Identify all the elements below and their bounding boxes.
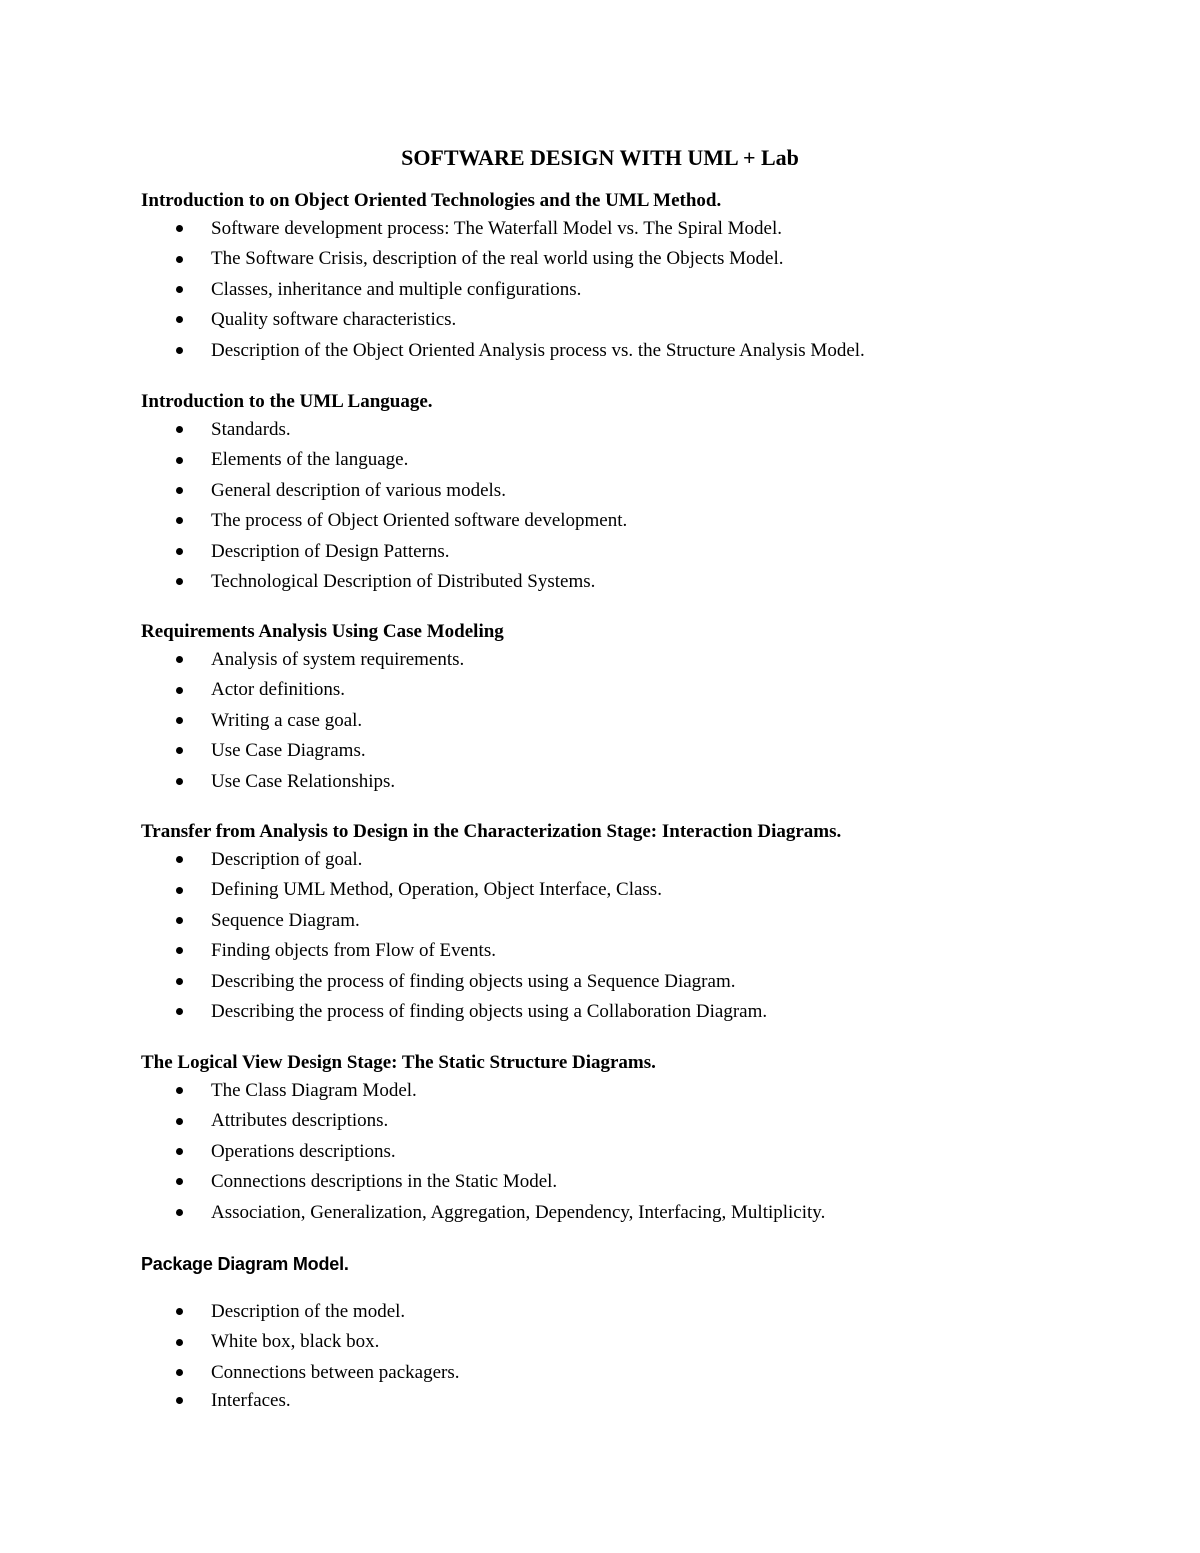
bullet-icon (176, 1148, 183, 1155)
list-item (141, 767, 1141, 797)
list-item-text: Association, Generalization, Aggregation, Dependency, Interfacing, Multiplicity. (211, 1201, 826, 1223)
section-interaction-diagrams (141, 819, 1141, 1027)
bullet-list (141, 214, 1141, 366)
bullet-icon (176, 1118, 183, 1125)
list-item-text: Describing the process of finding objects using a Collaboration Diagram. (211, 1000, 768, 1022)
section-heading: Requirements Analysis Using Case Modeling (141, 621, 504, 642)
bullet-icon (176, 1397, 183, 1404)
list-item (141, 1327, 1141, 1357)
list-item (141, 275, 1141, 305)
list-item (141, 1137, 1141, 1167)
list-item-text: The Class Diagram Model. (211, 1080, 417, 1101)
section-requirements-analysis (141, 619, 1141, 797)
list-item (141, 1167, 1141, 1197)
bullet-icon (176, 917, 183, 924)
list-item-text: Use Case Relationships. (211, 770, 396, 792)
list-item (141, 645, 1141, 675)
list-item-text: Operations descriptions. (211, 1140, 396, 1162)
bullet-icon (176, 778, 183, 785)
bullet-list (141, 1297, 1141, 1414)
list-item-text: Sequence Diagram. (211, 909, 360, 931)
bullet-icon (176, 687, 183, 694)
list-item-text: Description of the model. (211, 1301, 406, 1322)
list-item-text: Elements of the language. (211, 449, 409, 471)
list-item (141, 537, 1141, 567)
list-item-text: Connections between packagers. (211, 1361, 460, 1383)
section-uml-language (141, 389, 1141, 597)
list-item (141, 336, 1141, 366)
list-item (141, 567, 1141, 597)
list-item (141, 305, 1141, 335)
list-item-text: The Software Crisis, description of the real world using the Objects Model. (211, 248, 784, 270)
section-heading: Package Diagram Model. (141, 1254, 349, 1274)
list-item-text: Finding objects from Flow of Events. (211, 940, 496, 962)
bullet-icon (176, 947, 183, 954)
list-item (141, 1358, 1141, 1388)
bullet-list (141, 1076, 1141, 1228)
list-item (141, 1076, 1141, 1106)
list-item-text: Software development process: The Waterfall Model vs. The Spiral Model. (211, 218, 782, 239)
list-item (141, 1388, 1141, 1414)
bullet-icon (176, 1008, 183, 1015)
list-item (141, 445, 1141, 475)
list-item-text: Description of goal. (211, 849, 363, 870)
bullet-icon (176, 717, 183, 724)
bullet-icon (176, 225, 183, 232)
list-item (141, 675, 1141, 705)
bullet-icon (176, 856, 183, 863)
list-item (141, 967, 1141, 997)
list-item (141, 736, 1141, 766)
spacer (141, 1277, 1141, 1297)
list-item (141, 244, 1141, 274)
bullet-icon (176, 517, 183, 524)
list-item (141, 476, 1141, 506)
list-item-text: Use Case Diagrams. (211, 740, 366, 762)
bullet-icon (176, 548, 183, 555)
bullet-icon (176, 978, 183, 985)
bullet-icon (176, 457, 183, 464)
list-item-text: Quality software characteristics. (211, 309, 457, 331)
list-item-text: Attributes descriptions. (211, 1110, 389, 1132)
list-item-text: General description of various models. (211, 479, 506, 501)
list-item (141, 506, 1141, 536)
bullet-icon (176, 1178, 183, 1185)
list-item-text: The process of Object Oriented software development. (211, 510, 628, 532)
list-item (141, 214, 1141, 244)
list-item (141, 1198, 1141, 1228)
section-package-diagram (141, 1251, 1141, 1414)
list-item (141, 706, 1141, 736)
bullet-icon (176, 256, 183, 263)
list-item (141, 936, 1141, 966)
bullet-icon (176, 426, 183, 433)
list-item (141, 875, 1141, 905)
section-heading: Introduction to on Object Oriented Technologies and the UML Method. (141, 190, 722, 211)
list-item-text: Writing a case goal. (211, 709, 363, 731)
list-item-text: Connections descriptions in the Static Model. (211, 1171, 558, 1193)
bullet-icon (176, 347, 183, 354)
list-item-text: Standards. (211, 419, 291, 440)
section-heading: The Logical View Design Stage: The Static Structure Diagrams. (141, 1052, 656, 1073)
list-item-text: Interfaces. (211, 1390, 291, 1412)
bullet-list (141, 415, 1141, 597)
bullet-icon (176, 316, 183, 323)
bullet-icon (176, 1369, 183, 1376)
list-item (141, 845, 1141, 875)
section-static-structure (141, 1050, 1141, 1228)
bullet-list (141, 645, 1141, 797)
bullet-icon (176, 887, 183, 894)
list-item (141, 415, 1141, 445)
bullet-list (141, 845, 1141, 1027)
list-item-text: Classes, inheritance and multiple configurations. (211, 278, 582, 300)
bullet-icon (176, 656, 183, 663)
list-item-text: Describing the process of finding objects using a Sequence Diagram. (211, 970, 736, 992)
list-item-text: Description of the Object Oriented Analysis process vs. the Structure Analysis Model. (211, 339, 865, 361)
bullet-icon (176, 1087, 183, 1094)
list-item (141, 997, 1141, 1027)
list-item (141, 1106, 1141, 1136)
bullet-icon (176, 286, 183, 293)
section-heading: Transfer from Analysis to Design in the Characterization Stage: Interaction Diagrams. (141, 821, 842, 842)
bullet-icon (176, 1308, 183, 1315)
bullet-icon (176, 747, 183, 754)
section-heading: Introduction to the UML Language. (141, 391, 433, 412)
list-item (141, 1297, 1141, 1327)
section-oo-technologies (141, 188, 1141, 366)
list-item (141, 906, 1141, 936)
list-item-text: Technological Description of Distributed Systems. (211, 570, 596, 592)
list-item-text: Defining UML Method, Operation, Object Interface, Class. (211, 879, 662, 901)
list-item-text: White box, black box. (211, 1331, 380, 1353)
bullet-icon (176, 1339, 183, 1346)
document-title: SOFTWARE DESIGN WITH UML + Lab (401, 145, 799, 170)
list-item-text: Description of Design Patterns. (211, 540, 450, 562)
bullet-icon (176, 578, 183, 585)
bullet-icon (176, 1209, 183, 1216)
list-item-text: Actor definitions. (211, 679, 346, 701)
bullet-icon (176, 487, 183, 494)
list-item-text: Analysis of system requirements. (211, 649, 465, 670)
